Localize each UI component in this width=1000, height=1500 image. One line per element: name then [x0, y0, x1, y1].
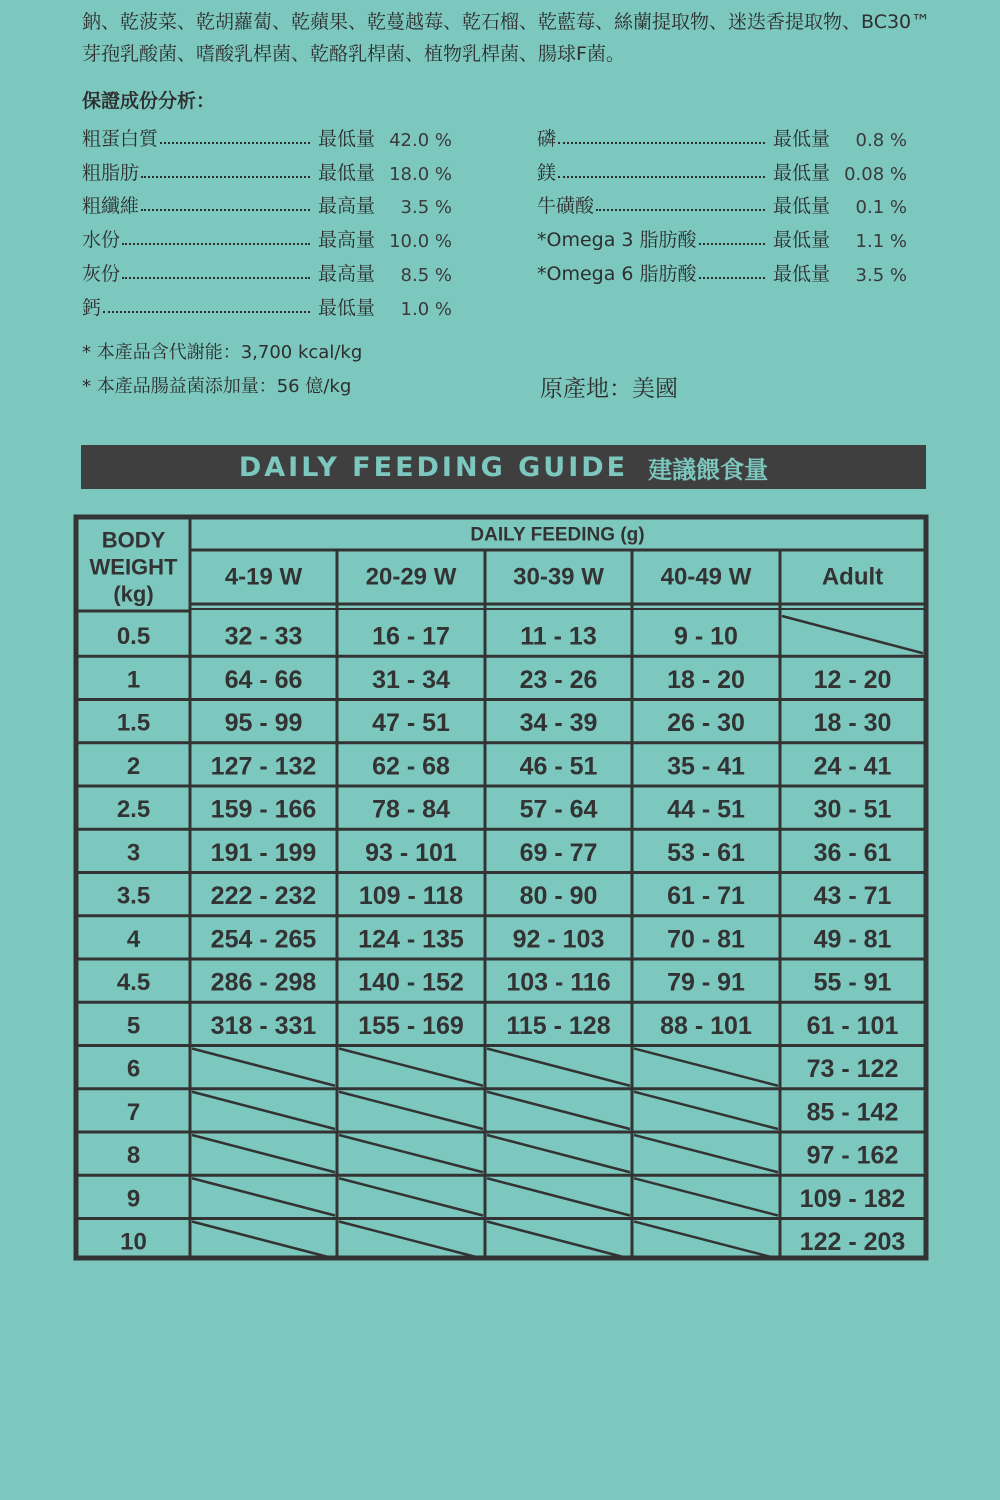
feeding-value-cell: 85 - 142 [806, 1098, 899, 1127]
feeding-value-cell: 43 - 71 [813, 882, 892, 911]
dotted-leader [699, 243, 765, 245]
analysis-qualifier: 最低量 [773, 127, 831, 150]
feeding-value-cell: 140 - 152 [358, 968, 464, 997]
feeding-value-cell: 159 - 166 [210, 795, 317, 824]
analysis-row [82, 218, 452, 252]
feeding-value-cell: 109 - 182 [799, 1184, 906, 1213]
analysis-value: 1.1 % [855, 231, 907, 253]
feeding-value-cell: 103 - 116 [506, 968, 611, 997]
analysis-row [537, 117, 907, 151]
column-header: 4-19 W [224, 563, 303, 591]
weight-cell: 3 [126, 839, 141, 867]
empty-cell-slash [487, 1222, 630, 1259]
table-frame [76, 517, 926, 1258]
feeding-value-cell: 26 - 30 [667, 709, 745, 738]
feeding-value-cell: 79 - 91 [667, 968, 745, 997]
empty-cell-slash [487, 1049, 630, 1086]
feeding-value-cell: 44 - 51 [667, 795, 745, 824]
feeding-value-cell: 31 - 34 [372, 665, 450, 694]
banner-title-en: DAILY FEEDING GUIDE [238, 451, 629, 483]
feeding-value-cell: 286 - 298 [210, 968, 317, 997]
feeding-value-cell: 254 - 265 [210, 925, 317, 954]
weight-cell: 4.5 [116, 969, 151, 997]
dotted-leader [103, 311, 310, 313]
feeding-value-cell: 318 - 331 [210, 1011, 317, 1040]
analysis-name: 粗脂肪 [82, 161, 140, 184]
feeding-value-cell: 70 - 81 [667, 925, 745, 954]
analysis-name: 鎂 [537, 161, 557, 184]
guaranteed-analysis-heading: 保證成份分析： [82, 90, 216, 112]
feeding-value-cell: 80 - 90 [519, 882, 598, 911]
analysis-value: 3.5 % [855, 264, 907, 286]
analysis-row [82, 286, 452, 320]
note-energy: * 本產品含代謝能：3,700 kcal/kg [82, 342, 363, 363]
weight-cell: 1 [126, 666, 141, 694]
column-header: Adult [821, 563, 884, 591]
feeding-value-cell: 32 - 33 [224, 622, 303, 651]
analysis-row [82, 185, 452, 219]
origin-label: 原產地：美國 [540, 376, 678, 402]
analysis-row [82, 117, 452, 151]
feeding-value-cell: 95 - 99 [224, 709, 303, 738]
dotted-leader [141, 209, 310, 211]
banner-title-zh: 建議餵食量 [648, 455, 769, 484]
empty-cell-slash [192, 1222, 335, 1259]
empty-cell-slash [339, 1178, 483, 1215]
feeding-value-cell: 64 - 66 [224, 665, 303, 694]
feeding-value-cell: 93 - 101 [365, 838, 457, 867]
analysis-value: 1.0 % [400, 298, 452, 320]
feeding-value-cell: 9 - 10 [674, 622, 738, 651]
analysis-value: 8.5 % [400, 264, 452, 286]
feeding-value-cell: 49 - 81 [813, 925, 892, 954]
weight-header-line: (kg) [113, 581, 154, 607]
feeding-value-cell: 61 - 71 [667, 882, 745, 911]
column-header: 30-39 W [513, 563, 604, 591]
feeding-value-cell: 36 - 61 [813, 838, 892, 867]
dotted-leader [122, 243, 310, 245]
empty-cell-slash [487, 1178, 630, 1215]
empty-cell-slash [634, 1092, 778, 1129]
feeding-value-cell: 127 - 132 [210, 752, 317, 781]
empty-cell-slash [192, 1049, 335, 1086]
weight-cell: 10 [120, 1228, 147, 1256]
analysis-qualifier: 最低量 [773, 229, 831, 252]
feeding-value-cell: 155 - 169 [358, 1011, 464, 1040]
analysis-qualifier: 最低量 [318, 296, 376, 319]
analysis-name: 粗纖維 [82, 195, 140, 218]
analysis-value: 0.08 % [844, 163, 907, 185]
empty-cell-slash [782, 616, 923, 653]
empty-cell-slash [487, 1135, 630, 1172]
feeding-value-cell: 92 - 103 [512, 925, 605, 954]
empty-cell-slash [192, 1135, 335, 1172]
dotted-leader [596, 209, 765, 211]
feeding-value-cell: 18 - 20 [667, 665, 745, 694]
analysis-name: 牛磺酸 [537, 195, 595, 218]
empty-cell-slash [634, 1222, 778, 1259]
weight-cell: 4 [126, 925, 141, 953]
note-probiotics: * 本產品腸益菌添加量：56 億/kg [82, 376, 352, 397]
dotted-leader [141, 176, 310, 178]
analysis-row [537, 185, 907, 219]
feeding-value-cell: 35 - 41 [667, 752, 745, 781]
weight-cell: 9 [126, 1185, 141, 1213]
analysis-qualifier: 最高量 [318, 229, 376, 252]
feeding-value-cell: 73 - 122 [806, 1055, 899, 1084]
feeding-value-cell: 34 - 39 [519, 709, 598, 738]
dotted-leader [558, 176, 765, 178]
empty-cell-slash [192, 1092, 335, 1129]
weight-header-line: WEIGHT [89, 554, 178, 580]
feeding-value-cell: 30 - 51 [813, 795, 892, 824]
analysis-row [537, 218, 907, 252]
analysis-name: 鈣 [82, 296, 102, 319]
weight-header-line: BODY [101, 527, 166, 553]
feeding-value-cell: 11 - 13 [520, 622, 597, 651]
feeding-value-cell: 16 - 17 [372, 622, 450, 651]
analysis-name: 灰份 [82, 262, 121, 285]
analysis-qualifier: 最低量 [318, 161, 376, 184]
feeding-value-cell: 88 - 101 [660, 1011, 752, 1040]
feeding-value-cell: 191 - 199 [210, 838, 317, 867]
feeding-value-cell: 222 - 232 [210, 882, 317, 911]
analysis-name: *Omega 3 脂肪酸 [537, 229, 697, 252]
analysis-name: 粗蛋白質 [82, 127, 159, 150]
weight-cell: 5 [126, 1012, 141, 1040]
analysis-name: 水份 [82, 229, 121, 252]
feeding-value-cell: 69 - 77 [519, 838, 598, 867]
empty-cell-slash [339, 1092, 483, 1129]
feeding-value-cell: 18 - 30 [813, 709, 892, 738]
feeding-value-cell: 78 - 84 [372, 795, 450, 824]
weight-cell: 1.5 [116, 709, 151, 737]
empty-cell-slash [487, 1092, 630, 1129]
feeding-table [72, 514, 932, 1262]
analysis-list-left [82, 117, 452, 320]
feeding-value-cell: 47 - 51 [372, 709, 450, 738]
weight-cell: 2 [126, 752, 141, 780]
feeding-value-cell: 57 - 64 [519, 795, 598, 824]
feeding-value-cell: 62 - 68 [372, 752, 450, 781]
feeding-value-cell: 61 - 101 [806, 1011, 899, 1040]
feeding-value-cell: 109 - 118 [358, 882, 464, 911]
analysis-value: 10.0 % [389, 231, 452, 253]
analysis-value: 18.0 % [389, 163, 452, 185]
analysis-qualifier: 最低量 [773, 195, 831, 218]
analysis-value: 0.8 % [855, 129, 907, 151]
feeding-guide-banner [81, 445, 926, 489]
empty-cell-slash [339, 1049, 483, 1086]
notes [82, 336, 362, 404]
empty-cell-slash [339, 1222, 483, 1259]
ingredients-text: 鈉、乾菠菜、乾胡蘿蔔、乾蘋果、乾蔓越莓、乾石榴、乾藍莓、絲蘭提取物、迷迭香提取物、BC30™ 芽孢乳酸菌、嗜酸乳桿菌、乾酪乳桿菌、植物乳桿菌、腸球F菌。 [82, 11, 931, 65]
analysis-value: 0.1 % [855, 197, 907, 219]
weight-cell: 7 [126, 1098, 141, 1126]
empty-cell-slash [192, 1178, 335, 1215]
feeding-value-cell: 23 - 26 [519, 665, 598, 694]
analysis-qualifier: 最低量 [773, 161, 831, 184]
weight-cell: 3.5 [116, 882, 151, 910]
dotted-leader [699, 277, 765, 279]
analysis-list-right [537, 117, 907, 286]
weight-cell: 6 [126, 1055, 141, 1083]
analysis-value: 3.5 % [400, 197, 452, 219]
dotted-leader [558, 142, 765, 144]
feeding-value-cell: 115 - 128 [506, 1011, 611, 1040]
daily-feeding-header: DAILY FEEDING (g) [470, 524, 645, 546]
analysis-name: *Omega 6 脂肪酸 [537, 262, 697, 285]
feeding-value-cell: 12 - 20 [813, 665, 892, 694]
feeding-value-cell: 122 - 203 [799, 1228, 906, 1257]
feeding-value-cell: 124 - 135 [358, 925, 464, 954]
weight-cell: 2.5 [116, 796, 151, 824]
column-header: 40-49 W [660, 563, 752, 591]
analysis-row [82, 252, 452, 286]
analysis-row [82, 151, 452, 185]
empty-cell-slash [339, 1135, 483, 1172]
dotted-leader [122, 277, 310, 279]
weight-cell: 0.5 [116, 623, 151, 651]
feeding-value-cell: 46 - 51 [519, 752, 598, 781]
analysis-qualifier: 最高量 [318, 195, 376, 218]
empty-cell-slash [634, 1178, 778, 1215]
analysis-row [537, 151, 907, 185]
analysis-qualifier: 最低量 [318, 127, 376, 150]
analysis-qualifier: 最低量 [773, 262, 831, 285]
feeding-value-cell: 55 - 91 [813, 968, 892, 997]
dotted-leader [160, 142, 310, 144]
analysis-row [537, 252, 907, 286]
column-header: 20-29 W [365, 563, 457, 591]
empty-cell-slash [634, 1049, 778, 1086]
feeding-value-cell: 24 - 41 [813, 752, 892, 781]
analysis-qualifier: 最高量 [318, 262, 376, 285]
empty-cell-slash [634, 1135, 778, 1172]
analysis-value: 42.0 % [389, 129, 452, 151]
weight-cell: 8 [126, 1142, 141, 1170]
feeding-value-cell: 53 - 61 [667, 838, 745, 867]
feeding-value-cell: 97 - 162 [806, 1141, 899, 1170]
analysis-name: 磷 [537, 127, 557, 150]
